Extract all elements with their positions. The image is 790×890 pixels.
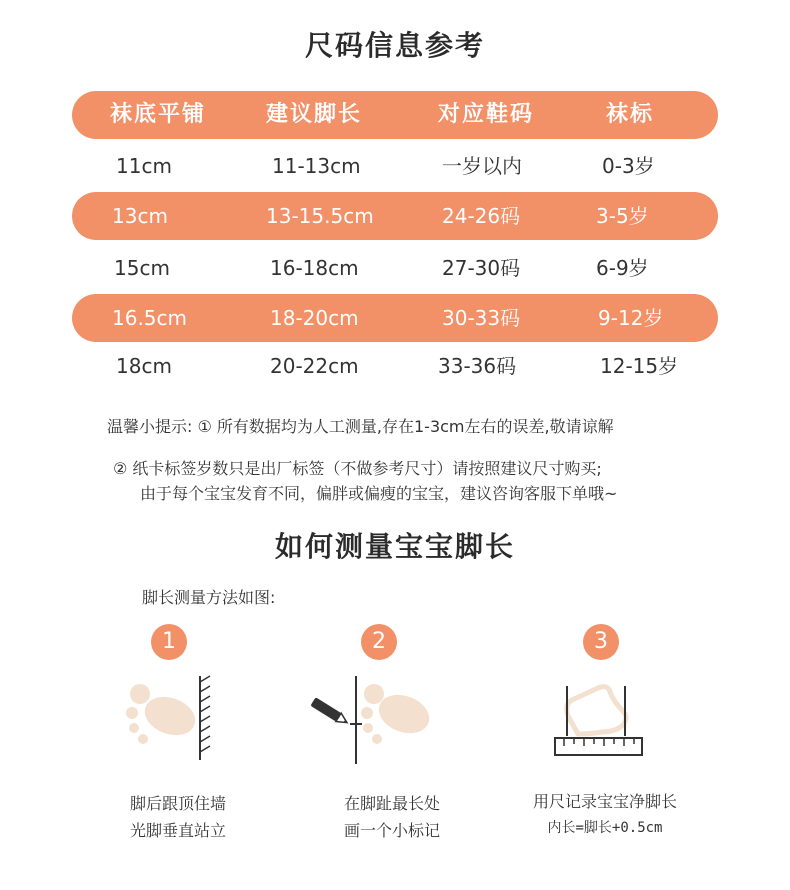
footprint-wall-icon <box>118 672 218 772</box>
step-number-badge: 3 <box>583 624 619 660</box>
caption-line: 内长=脚长+0.5cm <box>547 820 663 836</box>
foot-ruler-icon <box>550 676 650 766</box>
measure-title: 如何测量宝宝脚长 <box>274 530 515 563</box>
step-caption <box>520 788 690 842</box>
cell-shoe-size: 33-36码 <box>438 354 517 378</box>
header-sock-label: 袜标 <box>606 102 655 127</box>
cell-foot-length: 16-18cm <box>270 256 359 280</box>
cell-sock-flat: 11cm <box>116 154 172 178</box>
tip-note: ② 纸卡标签岁数只是出厂标签（不做参考尺寸）请按照建议尺寸购买; <box>113 459 602 478</box>
caption-line: 画一个小标记 <box>343 821 440 840</box>
table-row <box>72 294 718 342</box>
cell-foot-length: 11-13cm <box>272 154 361 178</box>
cell-sock-flat: 18cm <box>116 354 172 378</box>
header-shoe-size: 对应鞋码 <box>438 102 535 127</box>
caption-line: 在脚趾最长处 <box>343 794 440 813</box>
cell-shoe-size: 30-33码 <box>442 306 521 330</box>
cell-foot-length: 20-22cm <box>270 354 359 378</box>
tip-note: 温馨小提示: ① 所有数据均为人工测量,存在1-3cm左右的误差,敬请谅解 <box>107 417 614 436</box>
size-table-header <box>72 91 718 139</box>
cell-sock-flat: 13cm <box>112 204 168 228</box>
caption-line: 脚后跟顶住墙 <box>129 794 226 813</box>
table-row <box>72 342 718 390</box>
cell-sock-flat: 16.5cm <box>112 306 188 330</box>
table-row <box>72 142 718 190</box>
size-chart-title: 尺码信息参考 <box>304 29 485 62</box>
cell-sock-flat: 15cm <box>114 256 170 280</box>
cell-sock-label: 0-3岁 <box>602 154 655 178</box>
caption-line: 光脚垂直站立 <box>129 821 226 840</box>
cell-shoe-size: 24-26码 <box>442 204 521 228</box>
caption-line: 用尺记录宝宝净脚长 <box>532 792 677 811</box>
step-caption <box>98 790 258 844</box>
table-row <box>72 244 718 292</box>
table-row <box>72 192 718 240</box>
header-foot-length: 建议脚长 <box>266 102 363 127</box>
tip-note: 由于每个宝宝发育不同，偏胖或偏瘦的宝宝，建议咨询客服下单哦~ <box>140 484 618 503</box>
cell-shoe-size: 一岁以内 <box>442 154 522 178</box>
header-sock-flat: 袜底平铺 <box>110 102 207 127</box>
cell-sock-label: 12-15岁 <box>600 354 679 378</box>
cell-shoe-size: 27-30码 <box>442 256 521 280</box>
step-number-badge: 1 <box>151 624 187 660</box>
measure-subtitle: 脚长测量方法如图: <box>142 588 276 607</box>
step-caption <box>312 790 472 844</box>
cell-sock-label: 3-5岁 <box>596 204 649 228</box>
cell-foot-length: 13-15.5cm <box>266 204 374 228</box>
step-number-badge: 2 <box>361 624 397 660</box>
pen-mark-icon <box>304 672 444 772</box>
cell-sock-label: 9-12岁 <box>598 306 664 330</box>
cell-foot-length: 18-20cm <box>270 306 359 330</box>
cell-sock-label: 6-9岁 <box>596 256 649 280</box>
